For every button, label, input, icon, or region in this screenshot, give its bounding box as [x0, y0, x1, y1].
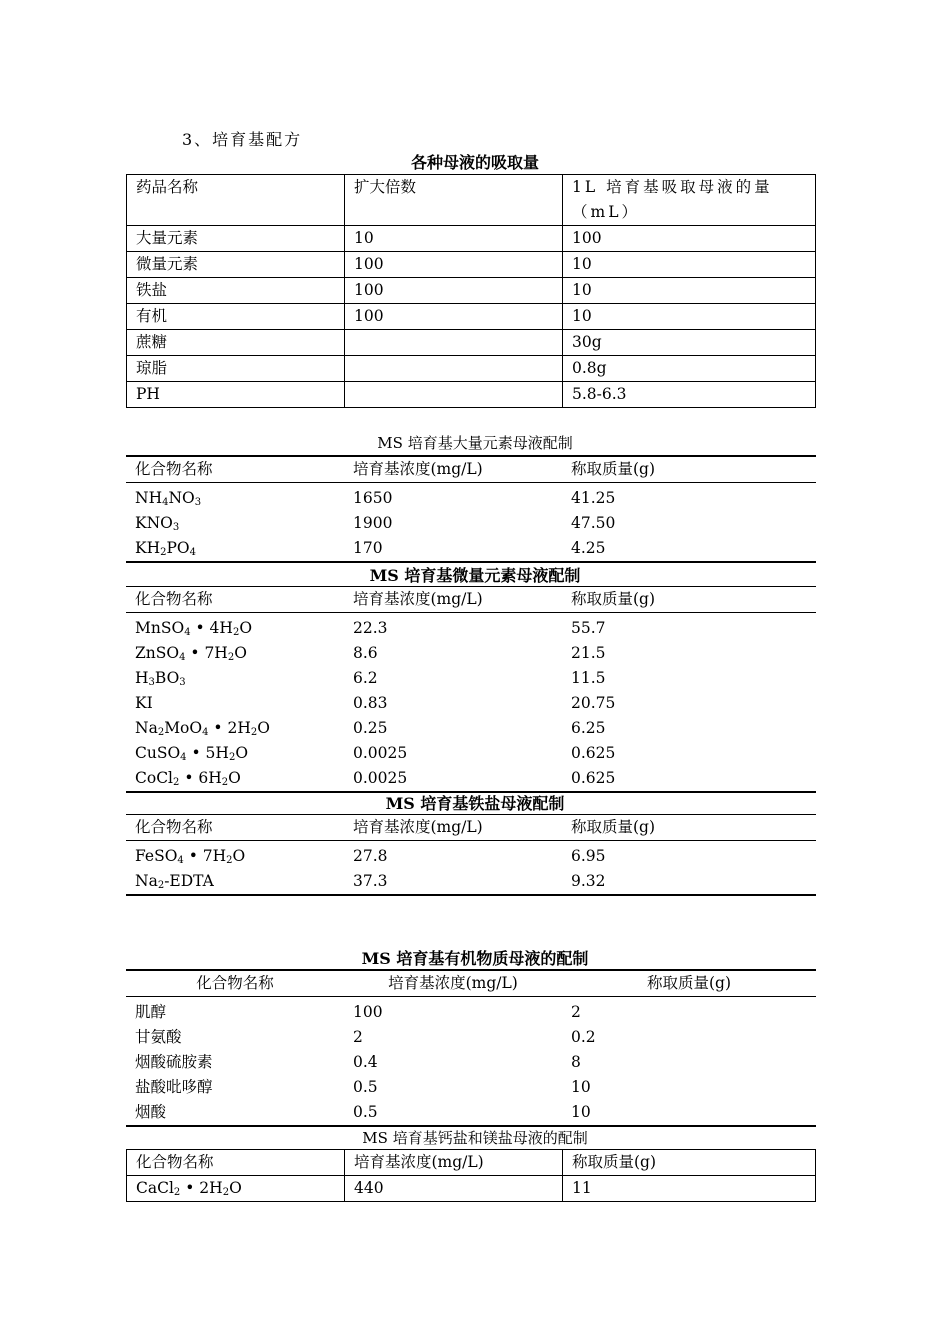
- cell: 11.5: [571, 669, 606, 687]
- cell: 440: [345, 1176, 563, 1202]
- table-row: [127, 382, 816, 408]
- cell: 0.83: [353, 694, 388, 712]
- cell: 20.75: [571, 694, 616, 712]
- header-cell: 培育基浓度(mg/L): [344, 456, 562, 483]
- cell: $Na_2MoO_4$ • $2H_2O$: [135, 719, 270, 738]
- cell: 100: [353, 1003, 383, 1021]
- header-cell: 化合物名称: [126, 970, 344, 997]
- cell: $NH_4NO_3$: [135, 489, 202, 508]
- table-row: [127, 304, 816, 330]
- cell: 10: [345, 226, 563, 252]
- header-cell: 化合物名称: [126, 456, 344, 483]
- cell: 1650: [353, 489, 393, 507]
- cell: 100: [345, 252, 563, 278]
- intake-title: 各种母液的吸取量: [410, 153, 539, 172]
- cell: 27.8: [353, 847, 388, 865]
- cell: 170: [353, 539, 383, 557]
- table-row: [126, 641, 816, 666]
- table-row: [127, 278, 816, 304]
- table-row: [126, 536, 816, 562]
- intake-table: [126, 174, 816, 408]
- cell: 1900: [353, 514, 393, 532]
- cell: 0.625: [571, 744, 616, 762]
- cell: KI: [135, 694, 153, 712]
- cell: 烟酸: [135, 1103, 167, 1121]
- cell: 6.25: [571, 719, 606, 737]
- cell: $KH_2PO_4$: [135, 539, 196, 558]
- cell: 41.25: [571, 489, 616, 507]
- header-cell: 化合物名称: [126, 815, 344, 841]
- iron-title: MS 培育基铁盐母液配制: [385, 794, 565, 813]
- cell: $H_3BO_3$: [135, 669, 186, 688]
- cell: $KNO_3$: [135, 514, 180, 533]
- table-row: [126, 666, 816, 691]
- header-cell: 培育基浓度(mg/L): [344, 970, 562, 997]
- micro-table: [126, 586, 816, 793]
- table-row: [126, 997, 816, 1026]
- cell: 11: [563, 1176, 816, 1202]
- table-header-row: [127, 175, 816, 226]
- cell: 100: [563, 226, 816, 252]
- calcium-table: [126, 1149, 816, 1202]
- cell: 55.7: [571, 619, 606, 637]
- cell: 2: [571, 1003, 581, 1021]
- cell: 10: [571, 1103, 591, 1121]
- cell: 22.3: [353, 619, 388, 637]
- header-cell: 称取质量(g): [562, 587, 816, 613]
- cell: 37.3: [353, 872, 388, 890]
- header-cell: 称取质量(g): [563, 1150, 816, 1176]
- cell: 100: [345, 304, 563, 330]
- cell: 30g: [563, 330, 816, 356]
- cell: 0.0025: [353, 744, 408, 762]
- cell: 甘氨酸: [135, 1028, 182, 1046]
- cell: 0.5: [353, 1103, 378, 1121]
- table-header-row: [126, 587, 816, 613]
- cell: 10: [563, 304, 816, 330]
- cell: 蔗糖: [127, 330, 345, 356]
- cell: PH: [127, 382, 345, 408]
- header-cell: 称取质量(g): [562, 815, 816, 841]
- cell: 21.5: [571, 644, 606, 662]
- cell: 0.8g: [563, 356, 816, 382]
- table-row: [127, 1176, 816, 1202]
- cell: 铁盐: [127, 278, 345, 304]
- cell: 2: [353, 1028, 363, 1046]
- header-cell: 1L 培育基吸取母液的量（mL）: [563, 175, 816, 226]
- cell: 0.4: [353, 1053, 378, 1071]
- table-row: [127, 252, 816, 278]
- cell: [345, 382, 563, 408]
- cell: 47.50: [571, 514, 616, 532]
- iron-table: [126, 814, 816, 896]
- cell: CoCl$_2$ • $6H_2O$: [135, 769, 241, 788]
- header-cell: 称取质量(g): [562, 970, 816, 997]
- cell: 6.2: [353, 669, 378, 687]
- header-cell: 扩大倍数: [345, 175, 563, 226]
- cell: 100: [345, 278, 563, 304]
- micro-title: MS 培育基微量元素母液配制: [369, 566, 581, 585]
- organic-title: MS 培育基有机物质母液的配制: [361, 949, 589, 968]
- header-cell: 化合物名称: [126, 587, 344, 613]
- header-cell: 培育基浓度(mg/L): [344, 587, 562, 613]
- table-header-row: [126, 815, 816, 841]
- cell: 8: [571, 1053, 581, 1071]
- table-row: [126, 869, 816, 895]
- cell: 肌醇: [135, 1003, 167, 1021]
- cell: 烟酸硫胺素: [135, 1053, 213, 1071]
- table-row: [127, 356, 816, 382]
- table-row: [126, 766, 816, 792]
- macro-title: MS 培育基大量元素母液配制: [377, 434, 573, 452]
- table-row: [126, 483, 816, 512]
- table-row: [126, 741, 816, 766]
- cell: 6.95: [571, 847, 606, 865]
- section-heading: 3、培育基配方: [182, 130, 303, 149]
- cell: 8.6: [353, 644, 378, 662]
- calcium-title: MS 培育基钙盐和镁盐母液的配制: [362, 1129, 588, 1147]
- cell: 有机: [127, 304, 345, 330]
- cell: FeSO$_4$ • $7H_2O$: [135, 847, 246, 866]
- table-row: [126, 613, 816, 642]
- cell: 微量元素: [127, 252, 345, 278]
- cell: ZnSO$_4$ • $7H_2O$: [135, 644, 247, 663]
- cell: CuSO$_4$ • $5H_2O$: [135, 744, 249, 763]
- cell: 9.32: [571, 872, 606, 890]
- cell: [345, 330, 563, 356]
- cell: 0.25: [353, 719, 388, 737]
- table-row: [126, 1025, 816, 1050]
- cell: MnSO$_4$ • $4H_2O$: [135, 619, 253, 638]
- cell: 0.0025: [353, 769, 408, 787]
- table-header-row: [126, 970, 816, 997]
- table-row: [126, 716, 816, 741]
- cell: $Na_2$-EDTA: [135, 872, 214, 891]
- cell: 10: [571, 1078, 591, 1096]
- header-cell: 化合物名称: [127, 1150, 345, 1176]
- cell: 0.625: [571, 769, 616, 787]
- cell: 0.5: [353, 1078, 378, 1096]
- cell: [345, 356, 563, 382]
- cell: 10: [563, 252, 816, 278]
- cell: 4.25: [571, 539, 606, 557]
- cell: 0.2: [571, 1028, 596, 1046]
- table-header-row: [127, 1150, 816, 1176]
- table-row: [126, 1075, 816, 1100]
- macro-table: [126, 455, 816, 563]
- table-header-row: [126, 456, 816, 483]
- header-cell: 培育基浓度(mg/L): [345, 1150, 563, 1176]
- cell: 大量元素: [127, 226, 345, 252]
- table-row: [127, 330, 816, 356]
- table-row: [126, 1050, 816, 1075]
- cell: 盐酸吡哆醇: [135, 1078, 213, 1096]
- table-row: [127, 226, 816, 252]
- table-row: [126, 1100, 816, 1126]
- cell: 5.8-6.3: [563, 382, 816, 408]
- table-row: [126, 511, 816, 536]
- cell: 琼脂: [127, 356, 345, 382]
- header-cell: 培育基浓度(mg/L): [344, 815, 562, 841]
- table-row: [126, 691, 816, 716]
- organic-table: [126, 969, 816, 1127]
- cell: CaCl$_2$ • $2H_2O$: [127, 1176, 345, 1202]
- table-row: [126, 841, 816, 870]
- header-cell: 称取质量(g): [562, 456, 816, 483]
- cell: 10: [563, 278, 816, 304]
- header-cell: 药品名称: [127, 175, 345, 226]
